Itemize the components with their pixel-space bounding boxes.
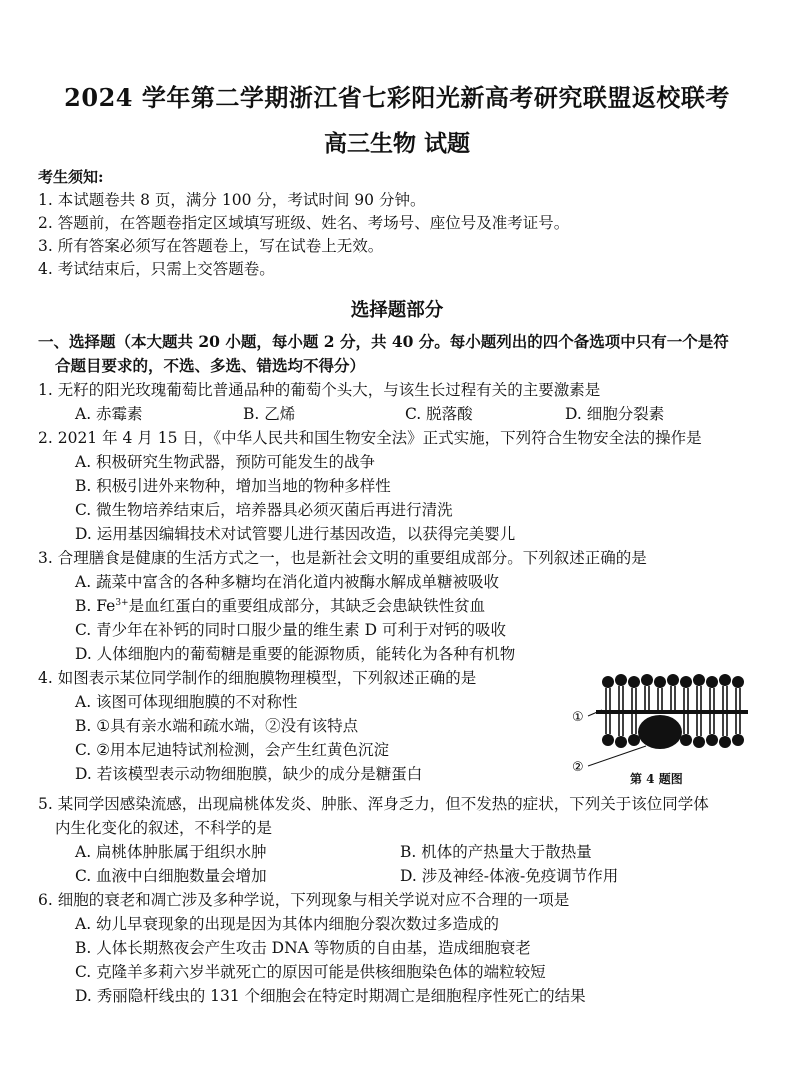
membrane-model-figure	[566, 666, 756, 786]
q2-option-c: C. 微生物培养结束后，培养器具必须灭菌后再进行清洗	[75, 501, 453, 519]
q3-option-b-text: 是血红蛋白的重要组成部分，其缺乏会患缺铁性贫血	[128, 597, 486, 615]
q2-stem: 2. 2021 年 4 月 15 日，《中华人民共和国生物安全法》正式实施，下列符合生物安全法的操作是	[38, 429, 702, 447]
q1-stem: 1. 无籽的阳光玫瑰葡萄比普通品种的葡萄个头大，与该生长过程有关的主要激素是	[38, 381, 601, 399]
q1-option-a: A. 赤霉素	[75, 405, 143, 423]
membrane-protein	[638, 715, 682, 749]
q3-stem: 3. 合理膳食是健康的生活方式之一，也是新社会文明的重要组成部分。下列叙述正确的是	[38, 549, 647, 567]
q5-stem: 5. 某同学因感染流感，出现扁桃体发炎、肿胀、浑身乏力，但不发热的症状，下列关于该位同学体	[38, 795, 709, 813]
q1-option-c: C. 脱落酸	[405, 405, 473, 423]
q6-option-c: C. 克隆羊多莉六岁半就死亡的原因可能是供核细胞染色体的端粒较短	[75, 963, 546, 981]
notice-item: 1. 本试题卷共 8 页，满分 100 分，考试时间 90 分钟。	[38, 191, 426, 209]
q3-option-a: A. 蔬菜中富含的各种多糖均在消化道内被酶水解成单糖被吸收	[75, 573, 500, 591]
section-title: 选择题部分	[350, 300, 444, 321]
q3-option-b	[75, 596, 485, 616]
q2-option-b: B. 积极引进外来物种，增加当地的物种多样性	[75, 477, 391, 495]
notice-item: 2. 答题前，在答题卷指定区域填写班级、姓名、考场号、座位号及准考证号。	[38, 214, 570, 232]
q6-option-b: B. 人体长期熬夜会产生攻击 DNA 等物质的自由基，造成细胞衰老	[75, 939, 531, 957]
q3-option-b-superscript: 3+	[115, 597, 129, 608]
q5-stem-cont: 内生化变化的叙述，不科学的是	[55, 819, 273, 837]
q3-option-b-prefix: B. Fe	[75, 597, 116, 615]
membrane-label-1: ①	[572, 710, 584, 725]
notice-item: 4. 考试结束后，只需上交答题卷。	[38, 260, 275, 278]
q6-option-d: D. 秀丽隐杆线虫的 131 个细胞会在特定时期凋亡是细胞程序性死亡的结果	[75, 987, 586, 1005]
membrane-label-2: ②	[572, 760, 584, 775]
q3-option-c: C. 青少年在补钙的同时口服少量的维生素 D 可利于对钙的吸收	[75, 621, 506, 639]
q4-option-b: B. ①具有亲水端和疏水端，②没有该特点	[75, 717, 359, 735]
exam-title: 2024 学年第二学期浙江省七彩阳光新高考研究联盟返校联考	[64, 83, 730, 112]
section-instruction: 一、选择题（本大题共 20 小题，每小题 2 分，共 40 分。每小题列出的四个备选项中只有一个是符	[38, 332, 729, 351]
q4-option-a: A. 该图可体现细胞膜的不对称性	[75, 693, 298, 711]
section-instruction-cont: 合题目要求的，不选、多选、错选均不得分）	[55, 356, 366, 375]
q5-option-c: C. 血液中白细胞数量会增加	[75, 867, 267, 885]
q4-option-c: C. ②用本尼迪特试剂检测，会产生红黄色沉淀	[75, 741, 390, 759]
notice-item: 3. 所有答案必须写在答题卷上，写在试卷上无效。	[38, 237, 384, 255]
q5-option-d: D. 涉及神经-体液-免疫调节作用	[400, 867, 619, 885]
q1-option-d: D. 细胞分裂素	[565, 405, 665, 423]
q2-option-d: D. 运用基因编辑技术对试管婴儿进行基因改造，以获得完美婴儿	[75, 525, 516, 543]
figure-caption: 第 4 题图	[630, 772, 683, 786]
q4-option-d: D. 若该模型表示动物细胞膜，缺少的成分是糖蛋白	[75, 765, 423, 783]
q5-option-b: B. 机体的产热量大于散热量	[400, 843, 592, 861]
q1-option-b: B. 乙烯	[243, 405, 296, 423]
label-2-pointer	[588, 746, 646, 766]
q6-option-a: A. 幼儿早衰现象的出现是因为其体内细胞分裂次数过多造成的	[75, 915, 500, 933]
q2-option-a: A. 积极研究生物武器，预防可能发生的战争	[75, 453, 376, 471]
q5-option-a: A. 扁桃体肿胀属于组织水肿	[75, 843, 267, 861]
exam-subtitle: 高三生物 试题	[323, 130, 470, 157]
q4-stem: 4. 如图表示某位同学制作的细胞膜物理模型，下列叙述正确的是	[38, 669, 477, 687]
notice-heading: 考生须知:	[38, 168, 104, 186]
q3-option-d: D. 人体细胞内的葡萄糖是重要的能源物质，能转化为各种有机物	[75, 645, 516, 663]
q6-stem: 6. 细胞的衰老和凋亡涉及多种学说，下列现象与相关学说对应不合理的一项是	[38, 891, 570, 909]
